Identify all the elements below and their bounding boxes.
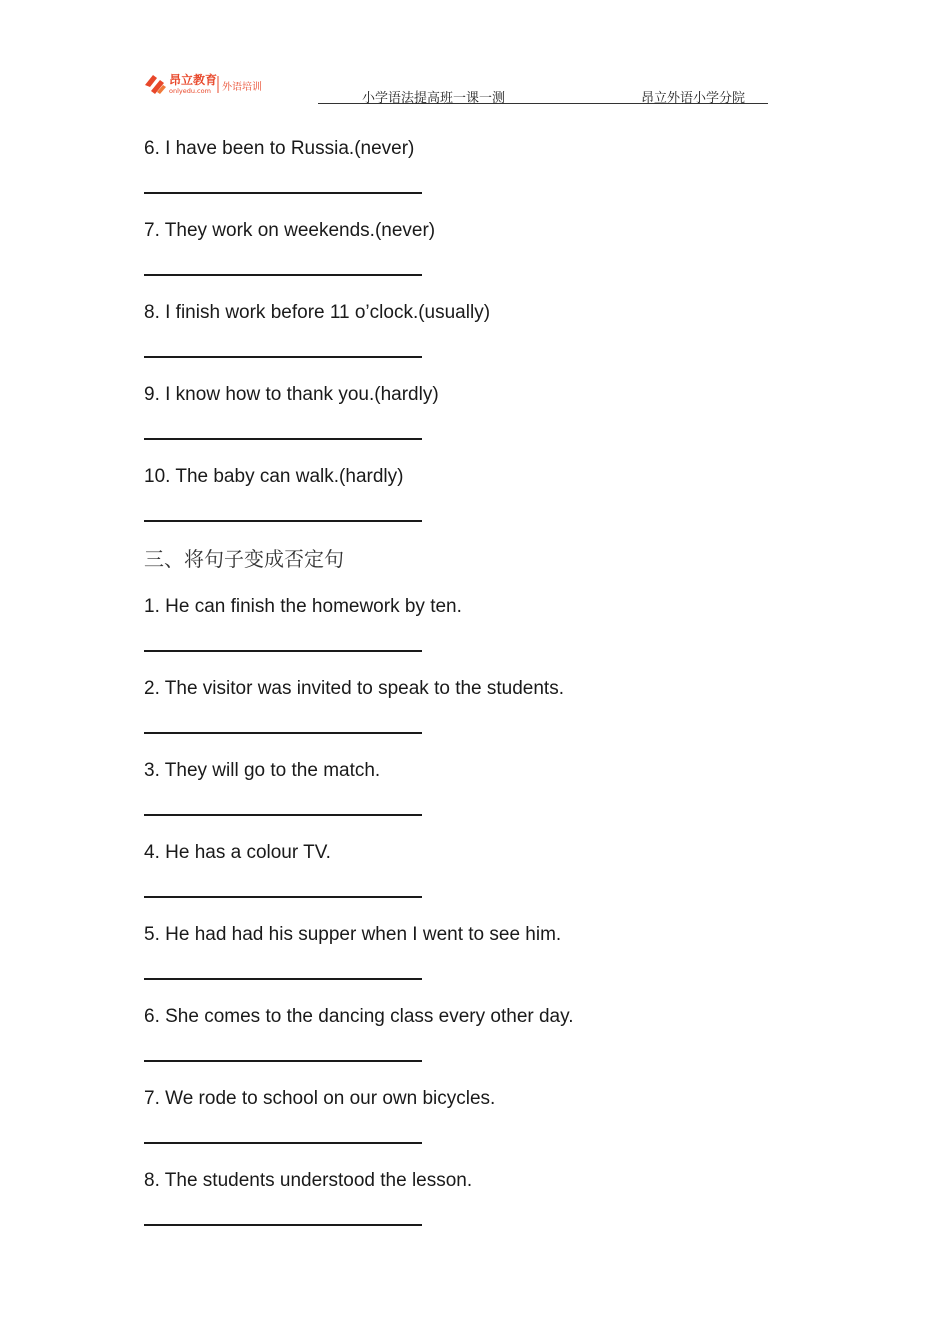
answer-blank[interactable] (144, 732, 422, 734)
question-text: 1. He can finish the homework by ten. (144, 596, 462, 617)
question-text: 7. We rode to school on our own bicycles. (144, 1088, 496, 1109)
logo-domain-text: onlyedu.com (169, 87, 211, 95)
answer-blank[interactable] (144, 978, 422, 980)
question-text: 7. They work on weekends.(never) (144, 220, 436, 241)
answer-blank[interactable] (144, 1142, 422, 1144)
question-text: 6. I have been to Russia.(never) (144, 138, 415, 159)
question-text: 9. I know how to thank you.(hardly) (144, 384, 439, 405)
question-text: 3. They will go to the match. (144, 760, 381, 781)
question-text: 2. The visitor was invited to speak to the students. (144, 678, 564, 699)
question-text: 10. The baby can walk.(hardly) (144, 466, 404, 487)
logo-mark-icon (145, 75, 166, 94)
question-text: 4. He has a colour TV. (144, 842, 331, 863)
page-header (318, 87, 768, 104)
logo-brand-text: 昂立教育 (169, 73, 218, 87)
school-name: 昂立外语小学分院 (641, 91, 746, 106)
answer-blank[interactable] (144, 520, 422, 522)
brand-logo (143, 71, 265, 97)
section-title: 三、将句子变成否定句 (144, 547, 344, 571)
answer-blank[interactable] (144, 438, 422, 440)
logo-tagline-text: 外语培训 (222, 82, 262, 93)
answer-blank[interactable] (144, 1224, 422, 1226)
worksheet-title: 小学语法提高班一课一测 (362, 91, 506, 106)
question-text: 5. He had had his supper when I went to see him. (144, 924, 562, 945)
question-text: 8. I finish work before 11 o’clock.(usually) (144, 302, 491, 323)
answer-blank[interactable] (144, 650, 422, 652)
answer-blank[interactable] (144, 356, 422, 358)
answer-blank[interactable] (144, 896, 422, 898)
answer-blank[interactable] (144, 1060, 422, 1062)
question-text: 6. She comes to the dancing class every other day. (144, 1006, 574, 1027)
answer-blank[interactable] (144, 192, 422, 194)
answer-blank[interactable] (144, 814, 422, 816)
worksheet-body (144, 136, 824, 1250)
question-text: 8. The students understood the lesson. (144, 1170, 473, 1191)
answer-blank[interactable] (144, 274, 422, 276)
